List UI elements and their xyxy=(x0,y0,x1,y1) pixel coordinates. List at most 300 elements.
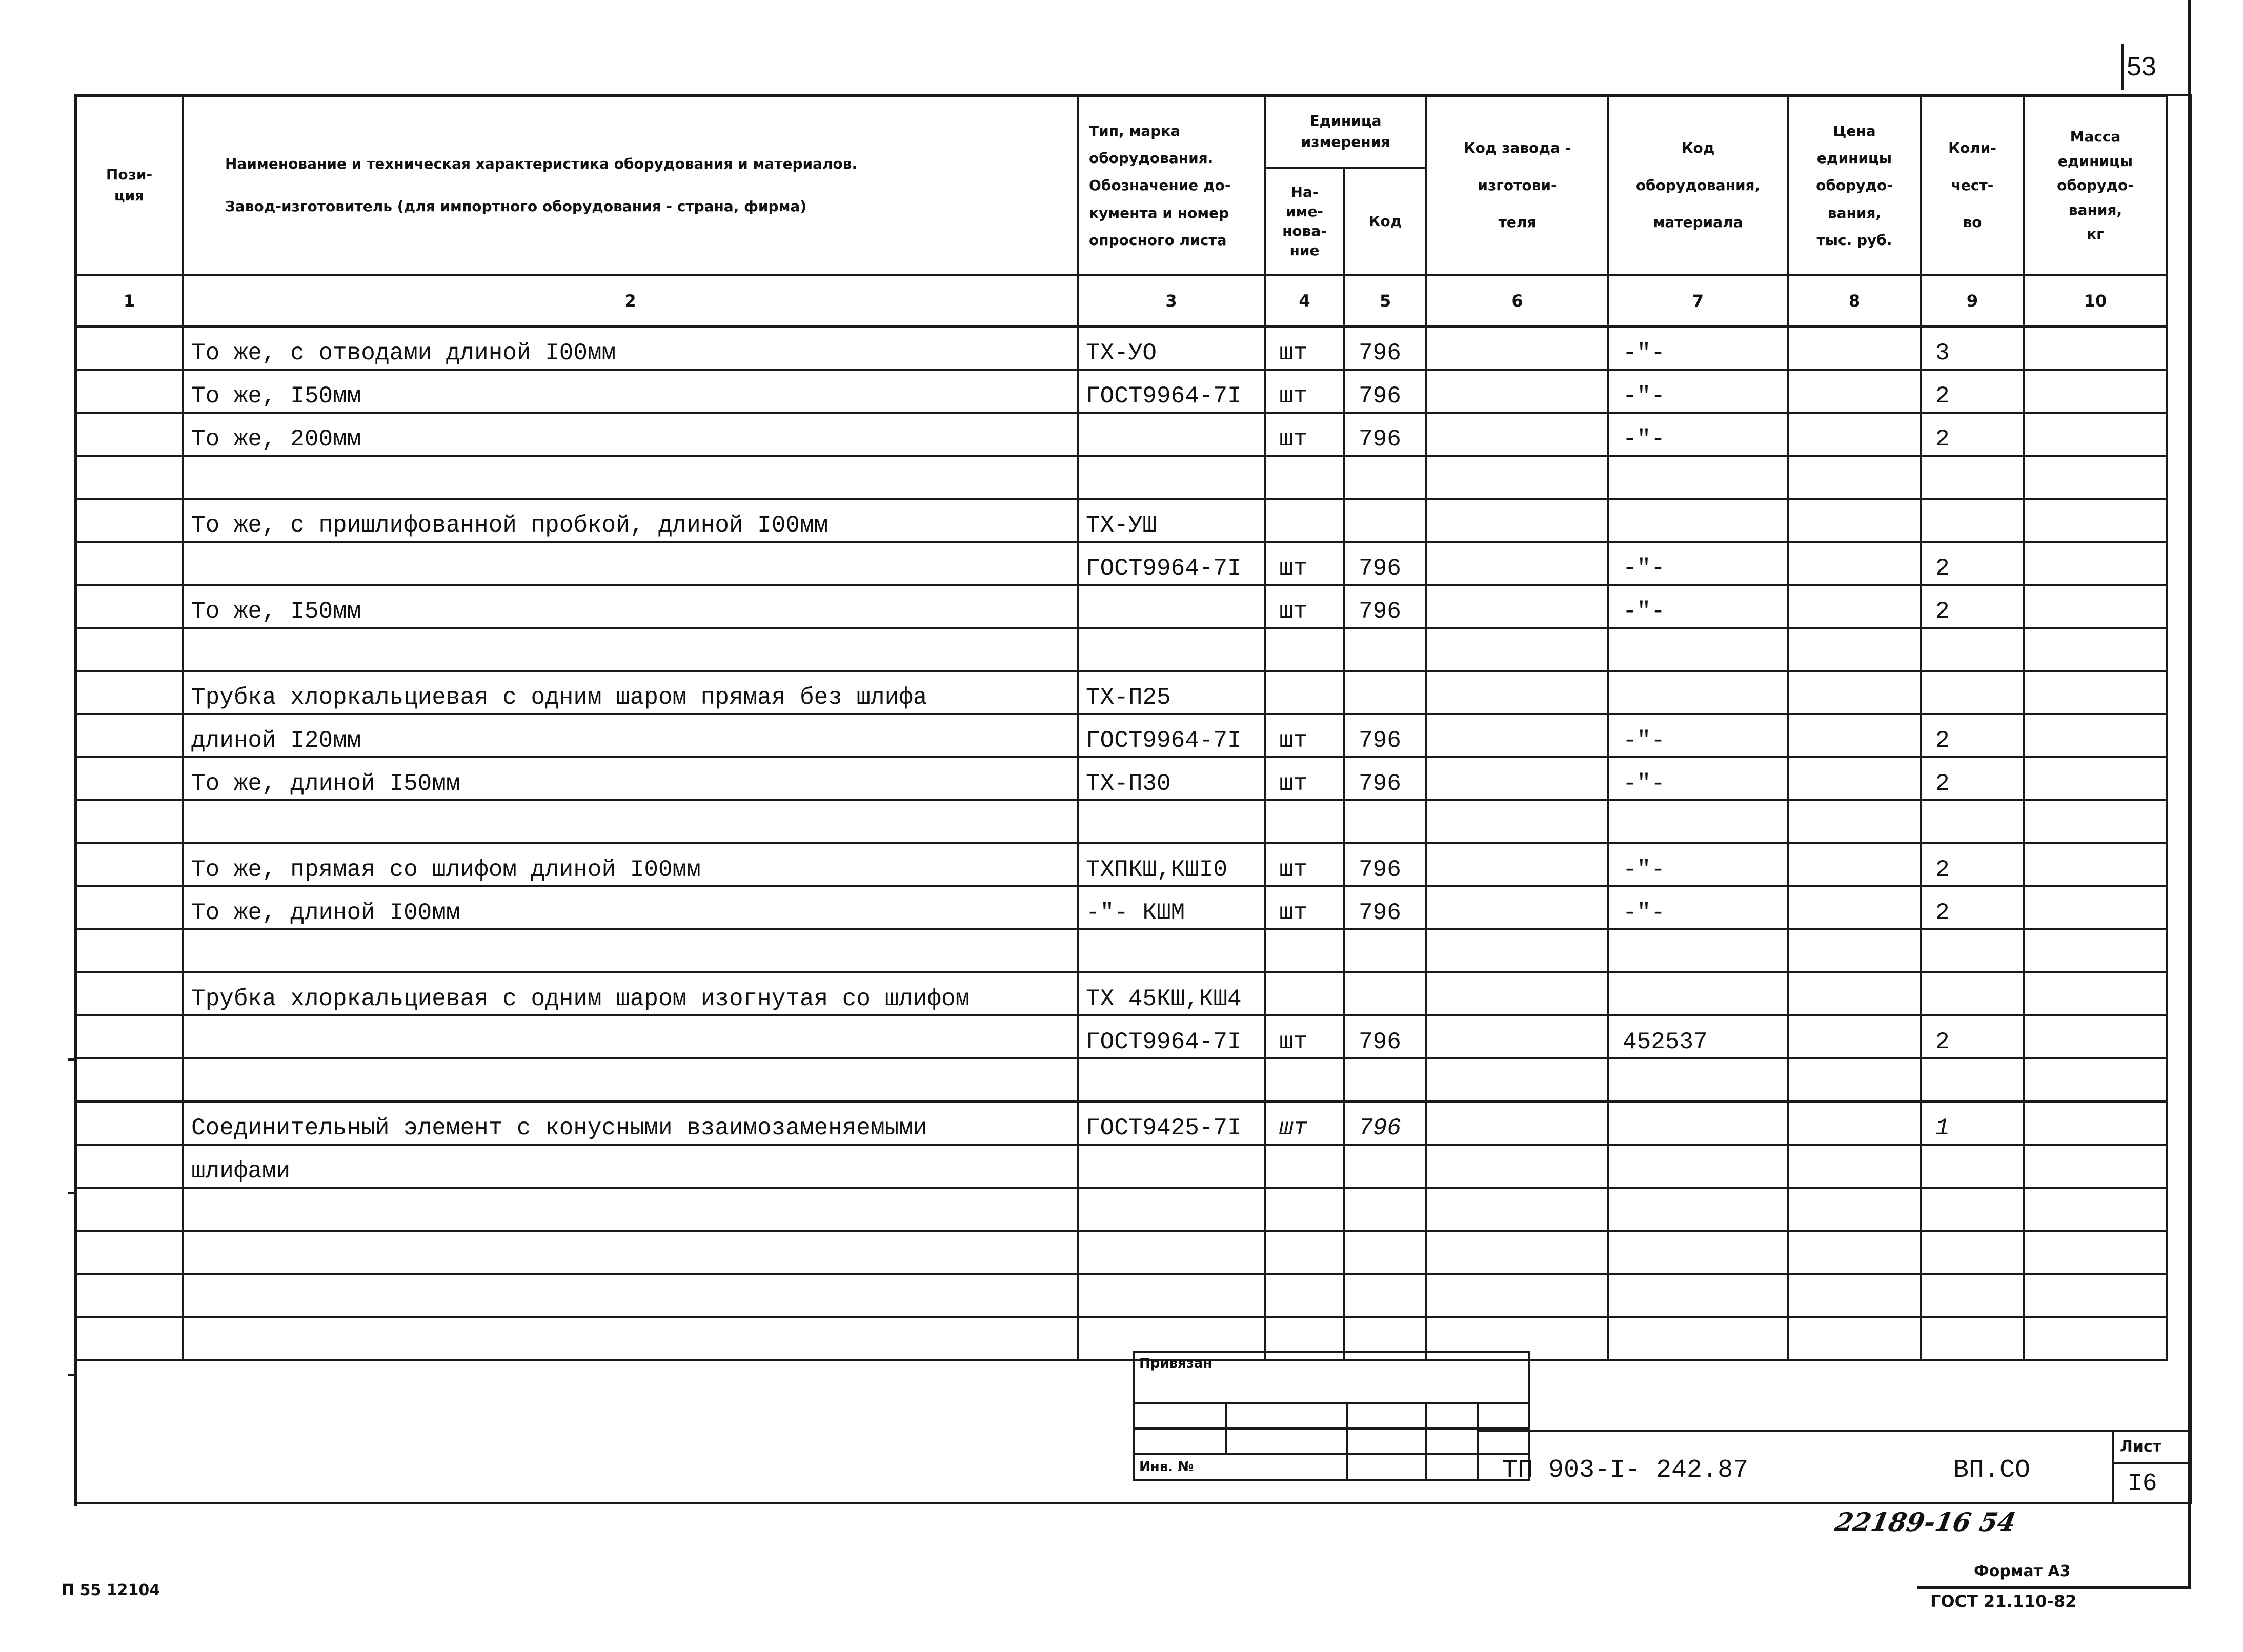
header-name-line1: Наименование и техническая характеристика оборудования и материалов. xyxy=(225,155,858,173)
cell-quantity: 2 xyxy=(1921,585,2024,628)
column-number: 7 xyxy=(1608,275,1788,327)
cell-price xyxy=(1788,1274,1921,1317)
cell-position xyxy=(75,671,183,714)
cell-unit-code xyxy=(1344,1058,1426,1102)
cell-mass xyxy=(2024,1015,2167,1058)
cell-position xyxy=(75,456,183,499)
title-block-top-line xyxy=(1477,1430,2192,1432)
footer-format: Формат А3 xyxy=(1974,1562,2071,1580)
cell-type: ТХ-УШ xyxy=(1078,499,1265,542)
header-unit-name: На- име- нова- ние xyxy=(1265,168,1344,275)
cell-material-code: -"- xyxy=(1608,843,1788,886)
cell-mass xyxy=(2024,800,2167,843)
cell-material-code xyxy=(1608,1102,1788,1145)
column-number-row xyxy=(75,275,2167,327)
stamp-cell xyxy=(1134,1403,1226,1429)
cell-price xyxy=(1788,542,1921,585)
cell-plant-code xyxy=(1426,1145,1608,1188)
margin-tick xyxy=(68,1058,77,1061)
cell-material-code: -"- xyxy=(1608,327,1788,370)
cell-type xyxy=(1078,413,1265,456)
table-row xyxy=(75,757,2167,800)
cell-type: ГОСТ9964-7I xyxy=(1078,542,1265,585)
cell-mass xyxy=(2024,757,2167,800)
cell-price xyxy=(1788,1188,1921,1231)
cell-price xyxy=(1788,370,1921,413)
cell-name xyxy=(183,1058,1078,1102)
cell-mass xyxy=(2024,413,2167,456)
cell-price xyxy=(1788,972,1921,1015)
frame-bottom-line xyxy=(74,1502,2192,1504)
margin-tick xyxy=(68,1192,77,1194)
stamp-cell xyxy=(1478,1403,1529,1429)
cell-plant-code xyxy=(1426,1274,1608,1317)
cell-material-code: -"- xyxy=(1608,370,1788,413)
column-number: 3 xyxy=(1078,275,1265,327)
cell-unit-name: шт xyxy=(1265,714,1344,757)
specification-table xyxy=(74,95,2168,1361)
cell-unit-name: шт xyxy=(1265,886,1344,929)
cell-quantity: 1 xyxy=(1921,1102,2024,1145)
cell-type: ТХПКШ,КШI0 xyxy=(1078,843,1265,886)
table-row xyxy=(75,1317,2167,1360)
cell-unit-name xyxy=(1265,499,1344,542)
stamp-cell xyxy=(1134,1429,1226,1454)
cell-unit-name xyxy=(1265,456,1344,499)
cell-quantity: 2 xyxy=(1921,1015,2024,1058)
stamp-cell xyxy=(1226,1429,1347,1454)
cell-position xyxy=(75,886,183,929)
cell-material-code: -"- xyxy=(1608,542,1788,585)
table-row xyxy=(75,1231,2167,1274)
cell-name: То же, 200мм xyxy=(183,413,1078,456)
cell-position xyxy=(75,542,183,585)
table-row xyxy=(75,929,2167,972)
cell-mass xyxy=(2024,542,2167,585)
cell-quantity xyxy=(1921,628,2024,671)
cell-price xyxy=(1788,714,1921,757)
cell-unit-code: 796 xyxy=(1344,1102,1426,1145)
cell-quantity: 2 xyxy=(1921,370,2024,413)
table-body xyxy=(75,327,2167,1360)
cell-plant-code xyxy=(1426,714,1608,757)
cell-unit-name: шт xyxy=(1265,843,1344,886)
cell-unit-code: 796 xyxy=(1344,714,1426,757)
table-row xyxy=(75,1015,2167,1058)
cell-price xyxy=(1788,456,1921,499)
header-quantity: Коли- чест- во xyxy=(1921,96,2024,275)
cell-unit-code: 796 xyxy=(1344,585,1426,628)
cell-mass xyxy=(2024,886,2167,929)
stamp-cell xyxy=(1426,1454,1478,1480)
cell-name: То же, с отводами длиной I00мм xyxy=(183,327,1078,370)
cell-unit-code xyxy=(1344,800,1426,843)
cell-unit-name xyxy=(1265,1058,1344,1102)
margin-tick xyxy=(68,1374,77,1376)
cell-unit-name: шт xyxy=(1265,413,1344,456)
table-row xyxy=(75,327,2167,370)
cell-material-code: -"- xyxy=(1608,886,1788,929)
cell-material-code xyxy=(1608,1274,1788,1317)
table-row xyxy=(75,542,2167,585)
cell-material-code xyxy=(1608,499,1788,542)
cell-plant-code xyxy=(1426,800,1608,843)
cell-price xyxy=(1788,1058,1921,1102)
cell-material-code xyxy=(1608,1145,1788,1188)
header-mass: Масса единицы оборудо- вания, кг xyxy=(2024,96,2167,275)
cell-mass xyxy=(2024,671,2167,714)
cell-price xyxy=(1788,929,1921,972)
cell-plant-code xyxy=(1426,671,1608,714)
cell-mass xyxy=(2024,628,2167,671)
cell-material-code xyxy=(1608,1231,1788,1274)
cell-position xyxy=(75,499,183,542)
stamp-privyazan-label: Привязан xyxy=(1134,1352,1529,1403)
cell-position xyxy=(75,1188,183,1231)
title-block-code: ТП 903-I- 242.87 xyxy=(1502,1456,1749,1485)
cell-name: Соединительный элемент с конусными взаимозаменяемыми xyxy=(183,1102,1078,1145)
cell-name xyxy=(183,456,1078,499)
cell-type: ГОСТ9964-7I xyxy=(1078,370,1265,413)
cell-mass xyxy=(2024,1102,2167,1145)
header-position: Пози- ция xyxy=(75,96,183,275)
cell-name: длиной I20мм xyxy=(183,714,1078,757)
column-number: 8 xyxy=(1788,275,1921,327)
cell-unit-name xyxy=(1265,929,1344,972)
cell-mass xyxy=(2024,1145,2167,1188)
stamp-cell xyxy=(1426,1403,1478,1429)
cell-quantity: 2 xyxy=(1921,714,2024,757)
table-row xyxy=(75,413,2167,456)
outer-bottom-line xyxy=(1917,1586,2191,1589)
cell-plant-code xyxy=(1426,1058,1608,1102)
cell-unit-code: 796 xyxy=(1344,757,1426,800)
title-block-mark: ВП.СО xyxy=(1953,1456,2031,1485)
cell-plant-code xyxy=(1426,929,1608,972)
table-row xyxy=(75,1145,2167,1188)
cell-position xyxy=(75,1102,183,1145)
cell-name: То же, I50мм xyxy=(183,370,1078,413)
cell-name: шлифами xyxy=(183,1145,1078,1188)
cell-quantity xyxy=(1921,1145,2024,1188)
table-row xyxy=(75,1188,2167,1231)
cell-unit-code xyxy=(1344,929,1426,972)
cell-quantity: 2 xyxy=(1921,886,2024,929)
table-row xyxy=(75,456,2167,499)
cell-mass xyxy=(2024,456,2167,499)
cell-quantity: 2 xyxy=(1921,413,2024,456)
cell-position xyxy=(75,327,183,370)
cell-unit-code: 796 xyxy=(1344,1015,1426,1058)
sheet-label: Лист xyxy=(2120,1438,2162,1456)
cell-mass xyxy=(2024,1188,2167,1231)
cell-quantity: 3 xyxy=(1921,327,2024,370)
cell-unit-name: шт xyxy=(1265,542,1344,585)
cell-name: То же, длиной I00мм xyxy=(183,886,1078,929)
cell-unit-name: шт xyxy=(1265,327,1344,370)
cell-name xyxy=(183,1231,1078,1274)
binding-stamp xyxy=(1133,1351,1530,1481)
cell-type xyxy=(1078,1145,1265,1188)
cell-mass xyxy=(2024,1274,2167,1317)
cell-material-code xyxy=(1608,929,1788,972)
cell-mass xyxy=(2024,370,2167,413)
cell-name: То же, I50мм xyxy=(183,585,1078,628)
cell-price xyxy=(1788,499,1921,542)
cell-material-code: -"- xyxy=(1608,585,1788,628)
cell-quantity: 2 xyxy=(1921,542,2024,585)
table-row xyxy=(75,972,2167,1015)
cell-plant-code xyxy=(1426,1188,1608,1231)
cell-unit-name xyxy=(1265,1145,1344,1188)
stamp-cell xyxy=(1347,1454,1426,1480)
cell-price xyxy=(1788,1231,1921,1274)
cell-type xyxy=(1078,1274,1265,1317)
cell-mass xyxy=(2024,843,2167,886)
cell-unit-code xyxy=(1344,972,1426,1015)
cell-unit-code: 796 xyxy=(1344,843,1426,886)
cell-plant-code xyxy=(1426,972,1608,1015)
cell-unit-name xyxy=(1265,1231,1344,1274)
cell-mass xyxy=(2024,714,2167,757)
cell-type xyxy=(1078,456,1265,499)
cell-name: Трубка хлоркальциевая с одним шаром прямая без шлифа xyxy=(183,671,1078,714)
cell-plant-code xyxy=(1426,1102,1608,1145)
cell-unit-name: шт xyxy=(1265,585,1344,628)
cell-material-code: -"- xyxy=(1608,714,1788,757)
cell-position xyxy=(75,585,183,628)
cell-quantity xyxy=(1921,929,2024,972)
column-number: 5 xyxy=(1344,275,1426,327)
cell-type: ТХ-УО xyxy=(1078,327,1265,370)
cell-plant-code xyxy=(1426,413,1608,456)
cell-name: То же, прямая со шлифом длиной I00мм xyxy=(183,843,1078,886)
cell-plant-code xyxy=(1426,499,1608,542)
cell-position xyxy=(75,800,183,843)
table-row xyxy=(75,843,2167,886)
cell-unit-code xyxy=(1344,628,1426,671)
cell-position xyxy=(75,843,183,886)
table-row xyxy=(75,628,2167,671)
cell-plant-code xyxy=(1426,757,1608,800)
column-number: 1 xyxy=(75,275,183,327)
table-row xyxy=(75,886,2167,929)
cell-position xyxy=(75,1317,183,1360)
cell-material-code xyxy=(1608,671,1788,714)
cell-name xyxy=(183,1015,1078,1058)
table-row xyxy=(75,671,2167,714)
cell-quantity xyxy=(1921,1274,2024,1317)
header-type: Тип, марка оборудования. Обозначение до- кумента и номер опросного листа xyxy=(1078,96,1265,275)
cell-mass xyxy=(2024,972,2167,1015)
cell-material-code xyxy=(1608,1317,1788,1360)
header-material-code: Код оборудования, материала xyxy=(1608,96,1788,275)
cell-material-code xyxy=(1608,800,1788,843)
cell-type: ТХ-П30 xyxy=(1078,757,1265,800)
cell-quantity xyxy=(1921,456,2024,499)
cell-mass xyxy=(2024,327,2167,370)
cell-quantity xyxy=(1921,499,2024,542)
cell-plant-code xyxy=(1426,456,1608,499)
cell-price xyxy=(1788,327,1921,370)
cell-plant-code xyxy=(1426,628,1608,671)
table-row xyxy=(75,1274,2167,1317)
handwritten-archive-number: 22189-16 54 xyxy=(1832,1507,2018,1537)
cell-unit-code: 796 xyxy=(1344,542,1426,585)
footer-left-code: П 55 12104 xyxy=(62,1581,160,1599)
cell-mass xyxy=(2024,1317,2167,1360)
cell-unit-code: 796 xyxy=(1344,327,1426,370)
cell-type: ГОСТ9964-7I xyxy=(1078,1015,1265,1058)
cell-name: Трубка хлоркальциевая с одним шаром изогнутая со шлифом xyxy=(183,972,1078,1015)
cell-quantity xyxy=(1921,1058,2024,1102)
cell-type: -"- КШМ xyxy=(1078,886,1265,929)
table-row xyxy=(75,499,2167,542)
header-name-line2: Завод-изготовитель (для импортного оборудования - страна, фирма) xyxy=(225,198,807,215)
table-row xyxy=(75,714,2167,757)
cell-price xyxy=(1788,585,1921,628)
header-unit-group: Единица измерения xyxy=(1265,96,1426,168)
cell-material-code: 452537 xyxy=(1608,1015,1788,1058)
cell-type: ГОСТ9964-7I xyxy=(1078,714,1265,757)
cell-position xyxy=(75,1058,183,1102)
cell-position xyxy=(75,1274,183,1317)
cell-price xyxy=(1788,843,1921,886)
cell-material-code xyxy=(1608,972,1788,1015)
cell-plant-code xyxy=(1426,542,1608,585)
cell-type xyxy=(1078,585,1265,628)
cell-position xyxy=(75,1145,183,1188)
stamp-cell xyxy=(1426,1429,1478,1454)
cell-type xyxy=(1078,1188,1265,1231)
header-price: Цена единицы оборудо- вания, тыс. руб. xyxy=(1788,96,1921,275)
header-unit-code: Код xyxy=(1344,168,1426,275)
column-number: 4 xyxy=(1265,275,1344,327)
cell-unit-name xyxy=(1265,800,1344,843)
cell-quantity xyxy=(1921,972,2024,1015)
cell-unit-name: шт xyxy=(1265,370,1344,413)
cell-mass xyxy=(2024,499,2167,542)
table-row xyxy=(75,1058,2167,1102)
cell-plant-code xyxy=(1426,843,1608,886)
cell-material-code xyxy=(1608,628,1788,671)
cell-unit-name: шт xyxy=(1265,1015,1344,1058)
cell-name xyxy=(183,800,1078,843)
cell-position xyxy=(75,757,183,800)
cell-position xyxy=(75,628,183,671)
cell-price xyxy=(1788,1102,1921,1145)
cell-position xyxy=(75,1015,183,1058)
cell-position xyxy=(75,413,183,456)
column-number: 10 xyxy=(2024,275,2167,327)
cell-name xyxy=(183,1317,1078,1360)
cell-unit-code xyxy=(1344,1274,1426,1317)
cell-unit-code xyxy=(1344,1188,1426,1231)
cell-name xyxy=(183,1274,1078,1317)
column-number: 6 xyxy=(1426,275,1608,327)
cell-unit-code: 796 xyxy=(1344,886,1426,929)
cell-plant-code xyxy=(1426,370,1608,413)
cell-quantity xyxy=(1921,800,2024,843)
cell-price xyxy=(1788,800,1921,843)
cell-unit-name: шт xyxy=(1265,757,1344,800)
cell-price xyxy=(1788,1145,1921,1188)
cell-position xyxy=(75,1231,183,1274)
cell-material-code: -"- xyxy=(1608,413,1788,456)
cell-plant-code xyxy=(1426,585,1608,628)
header-name xyxy=(183,96,1078,275)
stamp-cell xyxy=(1347,1403,1426,1429)
cell-name xyxy=(183,628,1078,671)
cell-unit-code xyxy=(1344,456,1426,499)
cell-name xyxy=(183,929,1078,972)
sheet-box-left xyxy=(2112,1430,2114,1504)
cell-unit-name xyxy=(1265,671,1344,714)
cell-unit-code: 796 xyxy=(1344,413,1426,456)
table-row xyxy=(75,800,2167,843)
cell-quantity xyxy=(1921,671,2024,714)
cell-type xyxy=(1078,1231,1265,1274)
cell-type xyxy=(1078,628,1265,671)
cell-unit-name xyxy=(1265,972,1344,1015)
cell-unit-code xyxy=(1344,1231,1426,1274)
cell-name xyxy=(183,542,1078,585)
cell-name: То же, длиной I50мм xyxy=(183,757,1078,800)
column-number: 2 xyxy=(183,275,1078,327)
cell-plant-code xyxy=(1426,1015,1608,1058)
cell-position xyxy=(75,370,183,413)
cell-mass xyxy=(2024,1058,2167,1102)
cell-material-code xyxy=(1608,1188,1788,1231)
stamp-cell xyxy=(1226,1403,1347,1429)
cell-type xyxy=(1078,800,1265,843)
header-plant-code: Код завода - изготови- теля xyxy=(1426,96,1608,275)
table-row xyxy=(75,370,2167,413)
cell-plant-code xyxy=(1426,327,1608,370)
cell-quantity: 2 xyxy=(1921,843,2024,886)
cell-price xyxy=(1788,1317,1921,1360)
cell-name: То же, с пришлифованной пробкой, длиной I00мм xyxy=(183,499,1078,542)
column-number: 9 xyxy=(1921,275,2024,327)
stamp-inv-label: Инв. № xyxy=(1134,1454,1347,1480)
cell-quantity xyxy=(1921,1188,2024,1231)
stamp-cell xyxy=(1347,1429,1426,1454)
cell-unit-name xyxy=(1265,1188,1344,1231)
cell-position xyxy=(75,929,183,972)
cell-plant-code xyxy=(1426,1231,1608,1274)
cell-position xyxy=(75,972,183,1015)
cell-type: ГОСТ9425-7I xyxy=(1078,1102,1265,1145)
table-row xyxy=(75,585,2167,628)
cell-unit-name xyxy=(1265,628,1344,671)
cell-type: ТХ-П25 xyxy=(1078,671,1265,714)
cell-unit-name xyxy=(1265,1274,1344,1317)
cell-plant-code xyxy=(1426,886,1608,929)
cell-unit-name: шт xyxy=(1265,1102,1344,1145)
page-number: 53 xyxy=(2127,52,2156,81)
stamp-cell xyxy=(1478,1429,1529,1454)
cell-quantity: 2 xyxy=(1921,757,2024,800)
cell-mass xyxy=(2024,585,2167,628)
cell-type xyxy=(1078,929,1265,972)
cell-price xyxy=(1788,413,1921,456)
cell-type: ТХ 45КШ,КШ4 xyxy=(1078,972,1265,1015)
footer-gost: ГОСТ 21.110-82 xyxy=(1930,1592,2077,1611)
cell-price xyxy=(1788,1015,1921,1058)
cell-price xyxy=(1788,628,1921,671)
cell-price xyxy=(1788,757,1921,800)
cell-material-code: -"- xyxy=(1608,757,1788,800)
